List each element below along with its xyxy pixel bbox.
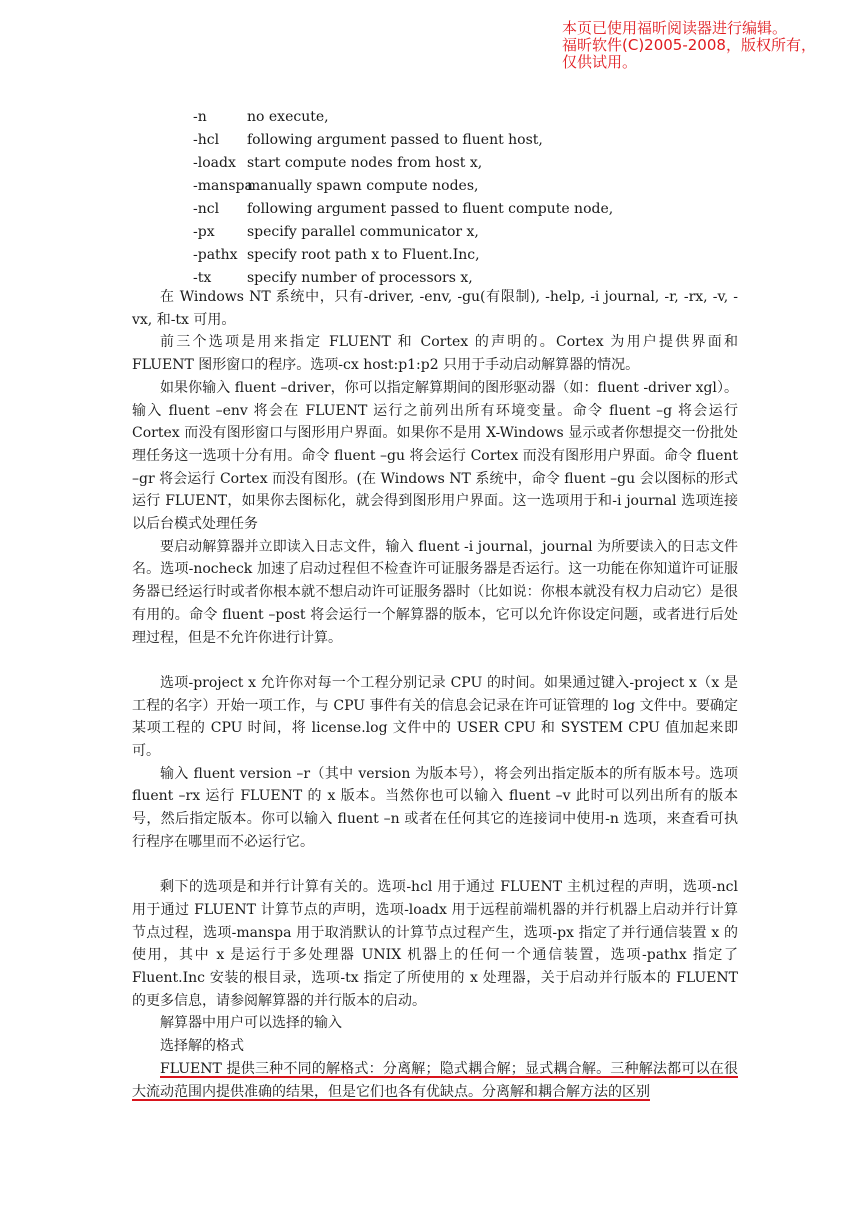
underlined-text: FLUENT 提供三种不同的解格式：分离解；隐式耦合解；显式耦合解。三种解法都可以在很大流动范围内提供准确的结果，但是它们也各有优缺点。 — [132, 1060, 738, 1100]
option-desc: specify number of processors x, — [247, 270, 473, 286]
option-key: -ncl — [193, 201, 220, 217]
option-key: -pathx — [193, 247, 238, 263]
section-heading-solution-format: 选择解的格式 — [160, 1038, 244, 1055]
watermark-line-3: 仅供试用。 — [562, 53, 638, 71]
watermark-line-2: 福昕软件(C)2005-2008，版权所有， — [562, 36, 816, 54]
option-row — [193, 106, 613, 129]
option-row — [193, 244, 613, 267]
editor-watermark — [562, 20, 862, 71]
option-key: -px — [193, 224, 215, 240]
document-body — [132, 286, 738, 1103]
option-desc: specify parallel communicator x, — [247, 224, 479, 240]
paragraph-journal: 要启动解算器并立即读入日志文件，输入 fluent -i journal，journal 为所要读入的日志文件名。选项-nocheck 加速了启动过程但不检查许可证服务器是否运行。这一功能在你知道许可证服务器已经运行时或者你根本就不想启动许可证服务器时（比如说：你根本就没有权力启动它）是很有用的。命令 fluent –post 将会运行一个解算器的版本，它可以允许你设定问题，或者进行后处理过程，但是不允许你进行计算。 — [132, 538, 738, 646]
watermark-line-1: 本页已使用福昕阅读器进行编辑。 — [562, 19, 788, 37]
section-heading-solver-input: 解算器中用户可以选择的输入 — [160, 1015, 342, 1032]
option-desc: following argument passed to fluent host, — [247, 132, 543, 148]
paragraph-solver-formats — [132, 1058, 738, 1103]
option-row — [193, 221, 613, 244]
option-list — [193, 106, 613, 290]
underlined-text-tail: 分离解和耦合解方法的区别 — [482, 1083, 650, 1100]
option-desc: following argument passed to fluent compute node, — [247, 201, 614, 217]
paragraph-version: 输入 fluent version –r（其中 version 为版本号），将会列出指定版本的所有版本号。选项 fluent –rx 运行 FLUENT 的 x 版本。当然你也可以输入 fluent –v 此时可以列出所有的版本号，然后指定版本。你可以输入 fluent –n 或者在任何其它的连接词中使用-n 选项，来查看可执行程序在哪里而不必运行它。 — [132, 765, 738, 850]
option-desc: specify root path x to Fluent.Inc, — [247, 247, 480, 263]
paragraph-parallel: 剩下的选项是和并行计算有关的。选项-hcl 用于通过 FLUENT 主机过程的声明，选项-ncl 用于通过 FLUENT 计算节点的声明，选项-loadx 用于远程前端机器的并行机器上启动并行计算节点过程，选项-manspa 用于取消默认的计算节点过程产生，选项-px 指定了并行通信装置 x 的使用，其中 x 是运行于多处理器 UNIX 机器上的任何一个通信装置，选项-pathx 指定了 Fluent.Inc 安装的根目录，选项-tx 指定了所使用的 x 处理器，关于启动并行版本的 FLUENT 的更多信息，请参阅解算器的并行版本的启动。 — [132, 879, 738, 1009]
paragraph-windows-nt-options: 在 Windows NT 系统中，只有-driver, -env, -gu(有限制), -help, -i journal, -r, -rx, -v, -vx, 和-tx 可用。 — [132, 289, 738, 328]
option-desc: no execute, — [247, 109, 329, 125]
option-row — [193, 152, 613, 175]
option-key: -n — [193, 109, 207, 125]
option-key: -loadx — [193, 155, 236, 171]
paragraph-cortex: 前三个选项是用来指定 FLUENT 和 Cortex 的声明的。Cortex 为用户提供界面和 FLUENT 图形窗口的程序。选项-cx host:p1:p2 只用于手动启动解算器的情况。 — [132, 334, 738, 374]
option-key: -hcl — [193, 132, 220, 148]
option-key: -tx — [193, 270, 212, 286]
option-row — [193, 198, 613, 221]
option-desc: start compute nodes from host x, — [247, 155, 483, 171]
paragraph-driver: 如果你输入 fluent –driver，你可以指定解算期间的图形驱动器（如：fluent -driver xgl）。输入 fluent –env 将会在 FLUENT 运行之前列出所有环境变量。命令 fluent –g 将会运行 Cortex 而没有图形窗口与图形用户界面。如果你不是用 X-Windows 显示或者你想提交一份批处理任务这一选项十分有用。命令 fluent –gu 将会运行 Cortex 而没有图形用户界面。命令 fluent –gr 将会运行 Cortex 而没有图形。(在 Windows NT 系统中，命令 fluent –gu 会以图标的形式运行 FLUENT，如果你去图标化，就会得到图形用户界面。这一选项用于和-i journal 选项连接以后台模式处理任务 — [132, 379, 738, 533]
option-row — [193, 129, 613, 152]
option-key: -manspa — [193, 178, 253, 194]
option-desc: manually spawn compute nodes, — [247, 178, 479, 194]
option-row — [193, 175, 613, 198]
paragraph-project: 选项-project x 允许你对每一个工程分别记录 CPU 的时间。如果通过键入-project x（x 是工程的名字）开始一项工作，与 CPU 事件有关的信息会记录在许可证管理的 log 文件中。要确定某项工程的 CPU 时间，将 license.log 文件中的 USER CPU 和 SYSTEM CPU 值加起来即可。 — [132, 674, 738, 760]
